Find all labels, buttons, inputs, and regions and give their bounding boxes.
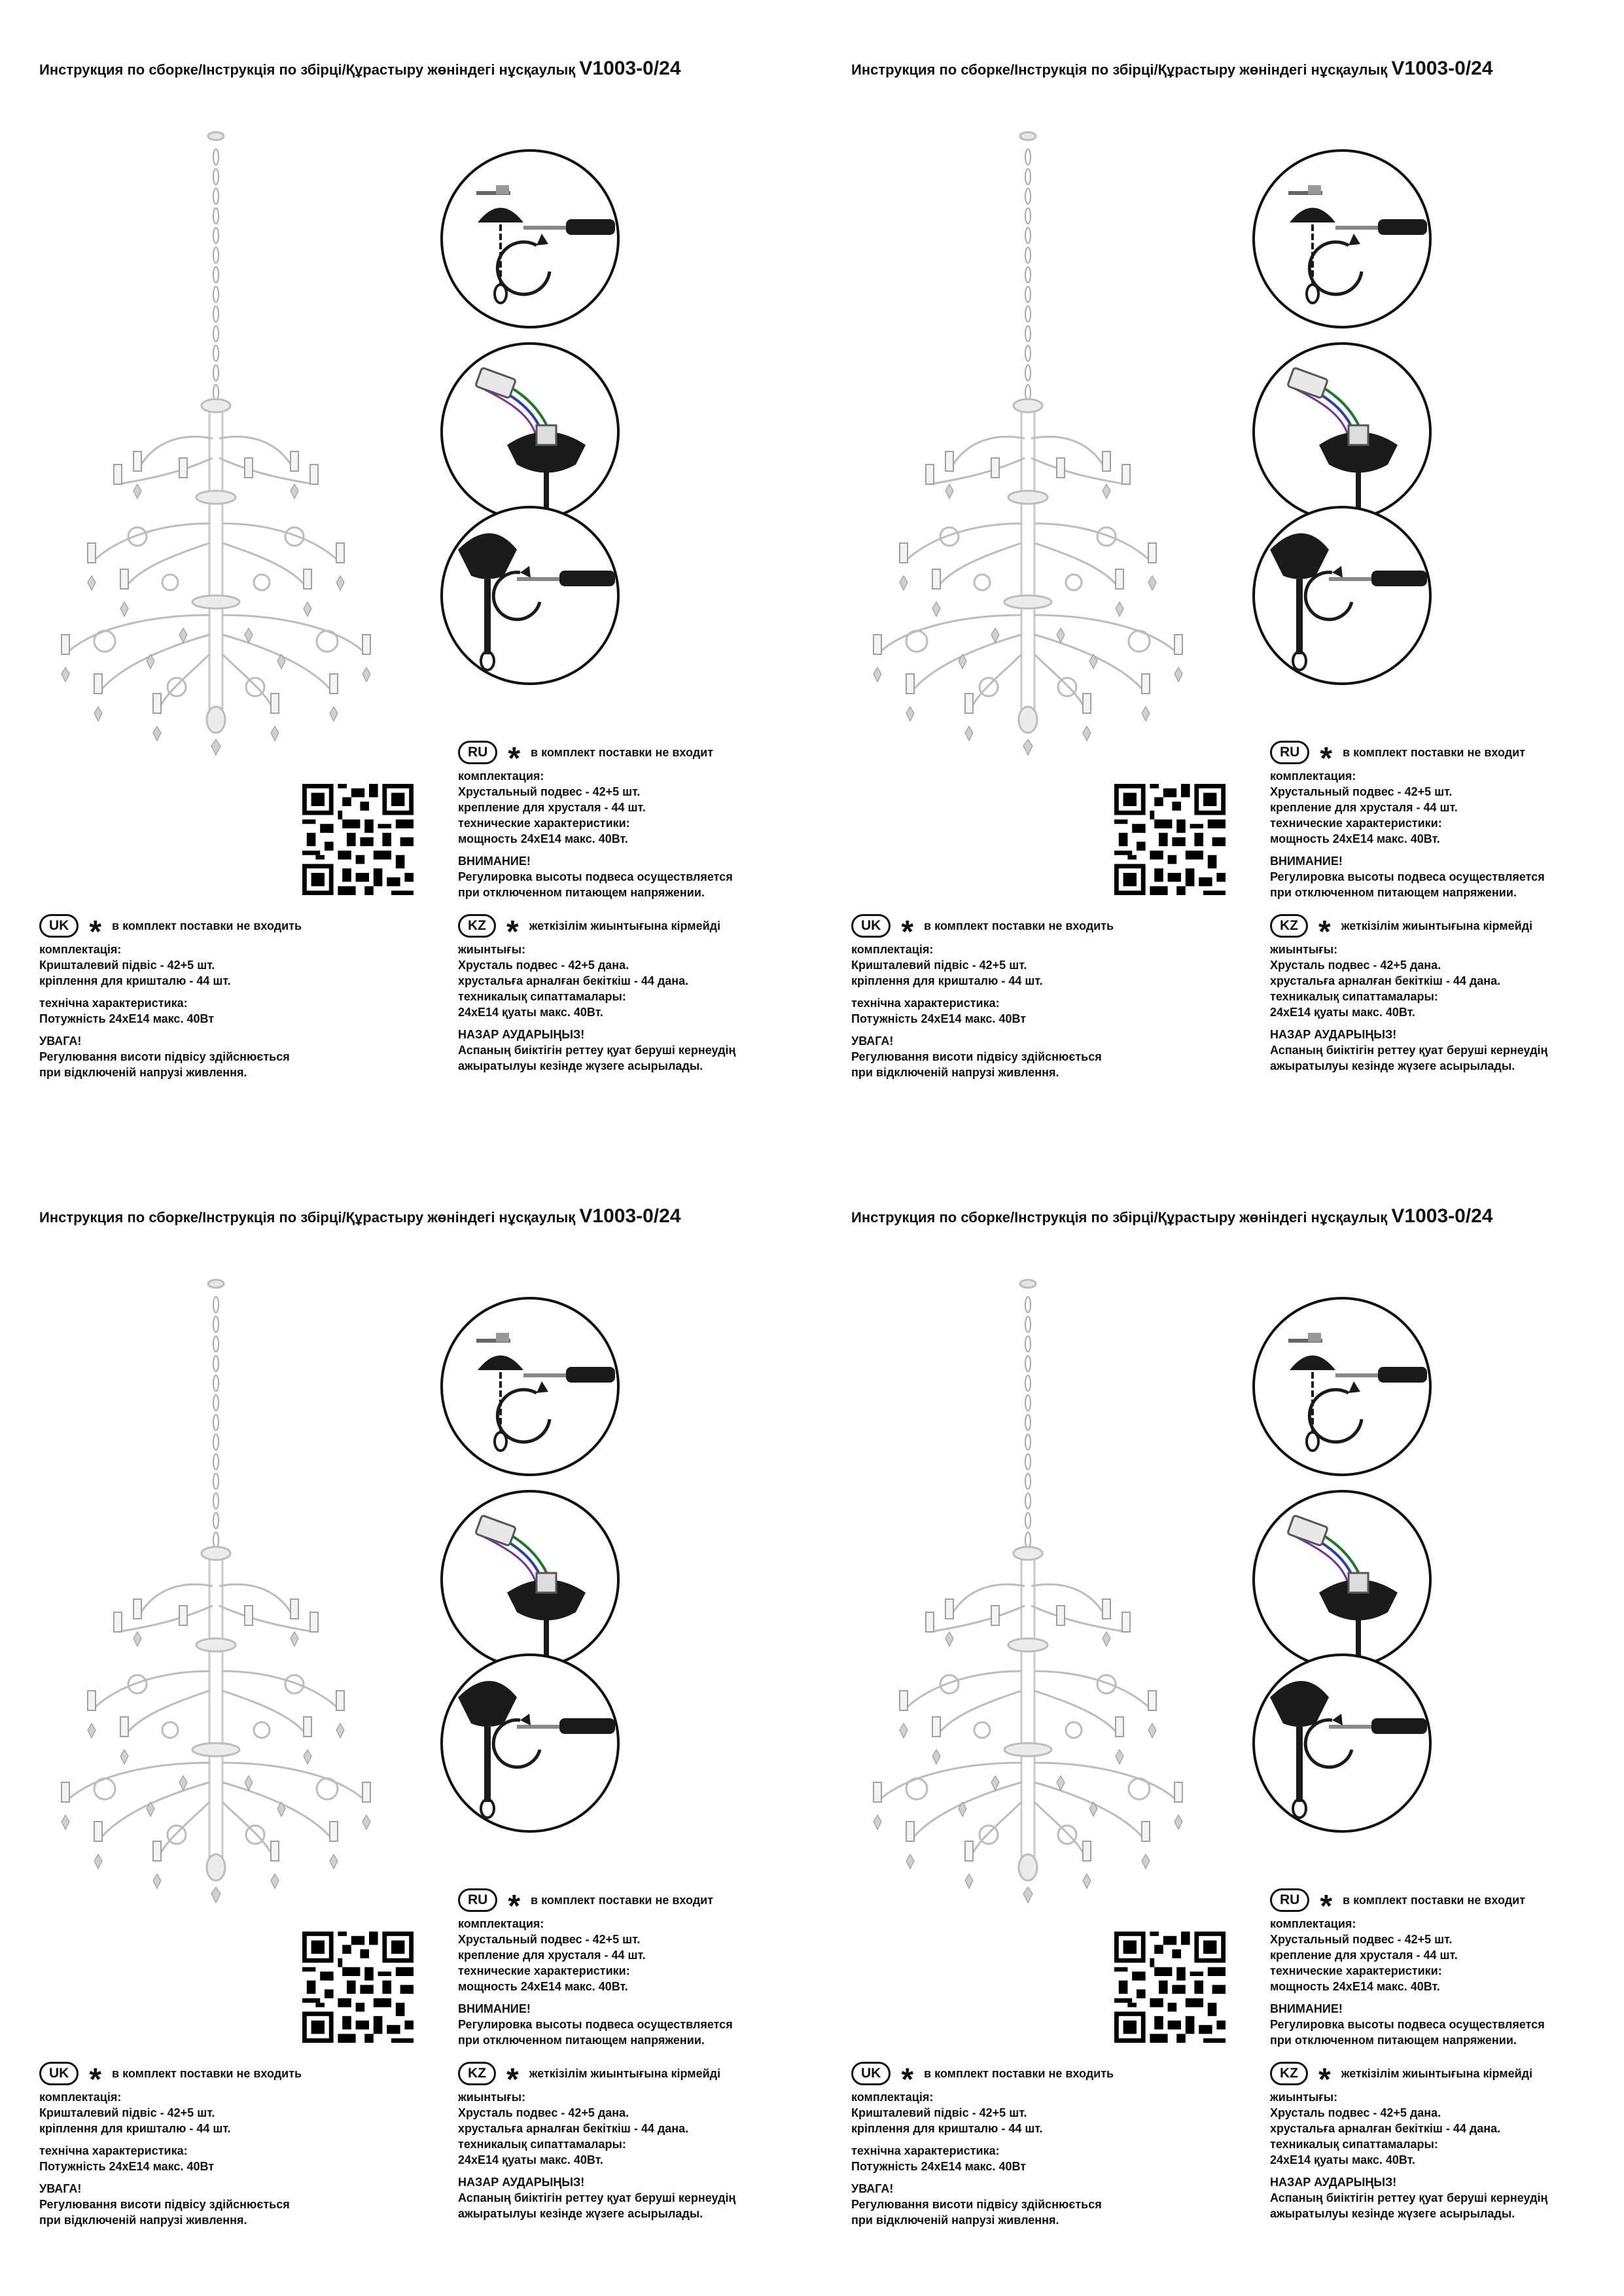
ru-section — [458, 739, 733, 900]
ru-note: в комплект поставки не входит — [1343, 1894, 1526, 1907]
uk-section — [39, 2060, 302, 2228]
uk-badge: UK — [851, 914, 891, 938]
step-1-illustration — [438, 147, 622, 330]
kz-line: 24хЕ14 қуаты макс. 40Вт. — [1270, 2153, 1415, 2166]
uk-line: Кришталевий підвіс - 42+5 шт. — [851, 2106, 1027, 2119]
uk-line: Потужність 24хЕ14 макс. 40Вт — [39, 1012, 215, 1025]
uk-line: комплектація: — [39, 943, 122, 956]
uk-badge: UK — [851, 2062, 891, 2085]
sheet-title — [851, 58, 1493, 80]
ru-line: ВНИМАНИЕ! — [458, 855, 531, 868]
sheet-title — [851, 1205, 1493, 1227]
kz-line: 24хЕ14 қуаты макс. 40Вт. — [1270, 1006, 1415, 1019]
kz-line: Хрусталь подвес - 42+5 дана. — [458, 959, 629, 972]
ru-line: Регулировка высоты подвеса осуществляется — [458, 2018, 733, 2031]
title-text: Инструкция по сборке/Інструкція по збірці/Құрастыру жөніндегі нұсқаулық — [39, 62, 576, 78]
title-text: Инструкция по сборке/Інструкція по збірці/Құрастыру жөніндегі нұсқаулық — [39, 1209, 576, 1226]
ru-line: ВНИМАНИЕ! — [1270, 2002, 1343, 2015]
ru-section — [458, 1887, 733, 2048]
uk-line: технічна характеристика: — [39, 997, 188, 1010]
chandelier-illustration — [46, 1279, 386, 1907]
kz-section — [458, 913, 735, 1074]
asterisk-icon: * — [89, 2062, 102, 2097]
step-3-illustration — [438, 504, 622, 687]
uk-note: в комплект поставки не входить — [924, 2067, 1114, 2080]
kz-line: хрустальға арналған бекіткіш - 44 дана. — [458, 974, 689, 987]
kz-line: хрустальға арналған бекіткіш - 44 дана. — [458, 2122, 689, 2135]
uk-line: Потужність 24хЕ14 макс. 40Вт — [851, 1012, 1027, 1025]
ru-line: технические характеристики: — [458, 1964, 630, 1977]
ru-line: ВНИМАНИЕ! — [458, 2002, 531, 2015]
model-number: V1003-0/24 — [579, 1205, 681, 1227]
uk-line: при відключеній напрузі живлення. — [851, 1066, 1059, 1079]
step-1-illustration — [438, 1295, 622, 1478]
uk-line: Регулювання висоти підвісу здійснюється — [39, 2198, 290, 2211]
ru-line: Хрустальный подвес - 42+5 шт. — [1270, 1933, 1453, 1946]
uk-badge: UK — [39, 2062, 79, 2085]
kz-line: НАЗАР АУДАРЫҢЫЗ! — [1270, 2176, 1397, 2189]
ru-note: в комплект поставки не входит — [531, 746, 714, 759]
kz-line: НАЗАР АУДАРЫҢЫЗ! — [458, 2176, 585, 2189]
asterisk-icon: * — [508, 741, 521, 776]
ru-line: крепление для хрусталя - 44 шт. — [458, 801, 646, 814]
uk-line: Потужність 24хЕ14 макс. 40Вт — [851, 2160, 1027, 2173]
ru-line: Хрустальный подвес - 42+5 шт. — [458, 785, 641, 798]
chandelier-illustration — [46, 131, 386, 759]
kz-line: НАЗАР АУДАРЫҢЫЗ! — [458, 1028, 585, 1041]
uk-line: УВАГА! — [39, 2182, 82, 2195]
kz-line: хрустальға арналған бекіткіш - 44 дана. — [1270, 2122, 1501, 2135]
kz-line: техникалық сипаттамалары: — [1270, 990, 1438, 1003]
asterisk-icon: * — [508, 1889, 521, 1924]
kz-line: техникалық сипаттамалары: — [458, 990, 626, 1003]
asterisk-icon: * — [89, 915, 102, 949]
instruction-sheet-1 — [0, 0, 812, 1148]
chandelier-illustration — [858, 131, 1198, 759]
uk-line: технічна характеристика: — [851, 997, 1000, 1010]
uk-line: Потужність 24хЕ14 макс. 40Вт — [39, 2160, 215, 2173]
asterisk-icon: * — [901, 915, 914, 949]
kz-line: Хрусталь подвес - 42+5 дана. — [1270, 959, 1441, 972]
asterisk-icon: * — [506, 2062, 519, 2097]
ru-line: комплектация: — [1270, 1917, 1356, 1930]
uk-line: кріплення для кришталю - 44 шт. — [851, 2122, 1043, 2135]
ru-badge: RU — [458, 1888, 497, 1912]
kz-line: техникалық сипаттамалары: — [1270, 2138, 1438, 2151]
ru-line: технические характеристики: — [1270, 1964, 1442, 1977]
model-number: V1003-0/24 — [1391, 58, 1493, 79]
instruction-sheet-3 — [0, 1148, 812, 2295]
ru-line: комплектация: — [1270, 769, 1356, 783]
uk-line: кріплення для кришталю - 44 шт. — [39, 974, 231, 987]
kz-line: ажыратылуы кезінде жүзеге асырылады. — [458, 1059, 703, 1072]
ru-line: комплектация: — [458, 1917, 544, 1930]
kz-badge: KZ — [1270, 2062, 1308, 2085]
uk-line: при відключеній напрузі живлення. — [39, 2214, 247, 2227]
ru-badge: RU — [1270, 741, 1309, 764]
kz-line: жиынтығы: — [458, 2091, 526, 2104]
ru-line: крепление для хрусталя - 44 шт. — [458, 1949, 646, 1962]
step-1-illustration — [1250, 147, 1434, 330]
sheet-title — [39, 1205, 681, 1227]
kz-line: НАЗАР АУДАРЫҢЫЗ! — [1270, 1028, 1397, 1041]
kz-section — [1270, 913, 1547, 1074]
uk-line: при відключеній напрузі живлення. — [851, 2214, 1059, 2227]
kz-line: жиынтығы: — [1270, 2091, 1338, 2104]
ru-note: в комплект поставки не входит — [1343, 746, 1526, 759]
ru-line: технические характеристики: — [1270, 817, 1442, 830]
step-3-illustration — [438, 1651, 622, 1835]
uk-line: технічна характеристика: — [851, 2144, 1000, 2157]
uk-line: Кришталевий підвіс - 42+5 шт. — [39, 2106, 215, 2119]
uk-line: Кришталевий підвіс - 42+5 шт. — [851, 959, 1027, 972]
ru-line: ВНИМАНИЕ! — [1270, 855, 1343, 868]
uk-line: УВАГА! — [851, 2182, 894, 2195]
ru-badge: RU — [458, 741, 497, 764]
qr-code — [1114, 1932, 1226, 2043]
uk-line: УВАГА! — [39, 1034, 82, 1048]
ru-line: при отключенном питающем напряжении. — [1270, 2034, 1517, 2047]
ru-line: мощность 24хЕ14 макс. 40Вт. — [1270, 1980, 1440, 1993]
kz-badge: KZ — [458, 914, 496, 938]
kz-line: жиынтығы: — [458, 943, 526, 956]
uk-line: кріплення для кришталю - 44 шт. — [39, 2122, 231, 2135]
uk-line: Регулювання висоти підвісу здійснюється — [39, 1050, 290, 1063]
instruction-sheet-4 — [812, 1148, 1624, 2295]
step-2-illustration — [1250, 340, 1434, 523]
kz-line: Хрусталь подвес - 42+5 дана. — [458, 2106, 629, 2119]
qr-code — [1114, 784, 1226, 895]
ru-line: при отключенном питающем напряжении. — [458, 2034, 705, 2047]
uk-line: Регулювання висоти підвісу здійснюється — [851, 1050, 1102, 1063]
chandelier-illustration — [858, 1279, 1198, 1907]
kz-line: Хрусталь подвес - 42+5 дана. — [1270, 2106, 1441, 2119]
kz-note: жеткізілім жиынтығына кірмейді — [1341, 919, 1533, 932]
kz-line: Аспаның биіктігін реттеу қуат беруші кернеудің — [458, 2191, 736, 2204]
ru-line: Хрустальный подвес - 42+5 шт. — [1270, 785, 1453, 798]
uk-note: в комплект поставки не входить — [924, 919, 1114, 932]
kz-section — [458, 2060, 735, 2221]
uk-line: комплектація: — [851, 943, 934, 956]
ru-line: технические характеристики: — [458, 817, 630, 830]
kz-badge: KZ — [458, 2062, 496, 2085]
model-number: V1003-0/24 — [579, 58, 681, 79]
ru-line: крепление для хрусталя - 44 шт. — [1270, 801, 1458, 814]
sheet-title — [39, 58, 681, 80]
uk-line: при відключеній напрузі живлення. — [39, 1066, 247, 1079]
uk-line: Кришталевий підвіс - 42+5 шт. — [39, 959, 215, 972]
uk-line: комплектація: — [39, 2091, 122, 2104]
step-3-illustration — [1250, 1651, 1434, 1835]
ru-line: комплектация: — [458, 769, 544, 783]
uk-line: УВАГА! — [851, 1034, 894, 1048]
ru-section — [1270, 739, 1545, 900]
step-2-illustration — [438, 1488, 622, 1671]
kz-line: Аспаның биіктігін реттеу қуат беруші кернеудің — [1270, 2191, 1548, 2204]
uk-line: комплектація: — [851, 2091, 934, 2104]
step-2-illustration — [1250, 1488, 1434, 1671]
step-1-illustration — [1250, 1295, 1434, 1478]
kz-badge: KZ — [1270, 914, 1308, 938]
ru-line: мощность 24хЕ14 макс. 40Вт. — [458, 832, 628, 845]
ru-line: при отключенном питающем напряжении. — [1270, 886, 1517, 899]
kz-line: хрустальға арналған бекіткіш - 44 дана. — [1270, 974, 1501, 987]
kz-line: Аспаның биіктігін реттеу қуат беруші кернеудің — [1270, 1044, 1548, 1057]
model-number: V1003-0/24 — [1391, 1205, 1493, 1227]
asterisk-icon: * — [1318, 2062, 1331, 2097]
qr-code — [302, 1932, 414, 2043]
kz-line: жиынтығы: — [1270, 943, 1338, 956]
kz-note: жеткізілім жиынтығына кірмейді — [529, 919, 721, 932]
step-3-illustration — [1250, 504, 1434, 687]
kz-line: техникалық сипаттамалары: — [458, 2138, 626, 2151]
kz-section — [1270, 2060, 1547, 2221]
asterisk-icon: * — [1318, 915, 1331, 949]
asterisk-icon: * — [1320, 741, 1333, 776]
uk-section — [851, 2060, 1114, 2228]
ru-badge: RU — [1270, 1888, 1309, 1912]
asterisk-icon: * — [506, 915, 519, 949]
uk-note: в комплект поставки не входить — [112, 919, 302, 932]
kz-line: 24хЕ14 қуаты макс. 40Вт. — [458, 2153, 603, 2166]
uk-section — [851, 913, 1114, 1080]
kz-note: жеткізілім жиынтығына кірмейді — [1341, 2067, 1533, 2080]
ru-line: Регулировка высоты подвеса осуществляется — [1270, 870, 1545, 883]
asterisk-icon: * — [1320, 1889, 1333, 1924]
title-text: Инструкция по сборке/Інструкція по збірці/Құрастыру жөніндегі нұсқаулық — [851, 1209, 1388, 1226]
ru-line: мощность 24хЕ14 макс. 40Вт. — [1270, 832, 1440, 845]
title-text: Инструкция по сборке/Інструкція по збірці/Құрастыру жөніндегі нұсқаулық — [851, 62, 1388, 78]
uk-line: технічна характеристика: — [39, 2144, 188, 2157]
ru-line: Хрустальный подвес - 42+5 шт. — [458, 1933, 641, 1946]
ru-line: Регулировка высоты подвеса осуществляется — [1270, 2018, 1545, 2031]
kz-line: ажыратылуы кезінде жүзеге асырылады. — [1270, 2207, 1515, 2220]
uk-section — [39, 913, 302, 1080]
ru-section — [1270, 1887, 1545, 2048]
kz-line: 24хЕ14 қуаты макс. 40Вт. — [458, 1006, 603, 1019]
ru-note: в комплект поставки не входит — [531, 1894, 714, 1907]
kz-note: жеткізілім жиынтығына кірмейді — [529, 2067, 721, 2080]
uk-note: в комплект поставки не входить — [112, 2067, 302, 2080]
ru-line: Регулировка высоты подвеса осуществляется — [458, 870, 733, 883]
kz-line: ажыратылуы кезінде жүзеге асырылады. — [458, 2207, 703, 2220]
step-2-illustration — [438, 340, 622, 523]
uk-line: Регулювання висоти підвісу здійснюється — [851, 2198, 1102, 2211]
uk-line: кріплення для кришталю - 44 шт. — [851, 974, 1043, 987]
asterisk-icon: * — [901, 2062, 914, 2097]
ru-line: при отключенном питающем напряжении. — [458, 886, 705, 899]
kz-line: ажыратылуы кезінде жүзеге асырылады. — [1270, 1059, 1515, 1072]
instruction-sheet-2 — [812, 0, 1624, 1148]
qr-code — [302, 784, 414, 895]
kz-line: Аспаның биіктігін реттеу қуат беруші кернеудің — [458, 1044, 736, 1057]
ru-line: крепление для хрусталя - 44 шт. — [1270, 1949, 1458, 1962]
uk-badge: UK — [39, 914, 79, 938]
ru-line: мощность 24хЕ14 макс. 40Вт. — [458, 1980, 628, 1993]
